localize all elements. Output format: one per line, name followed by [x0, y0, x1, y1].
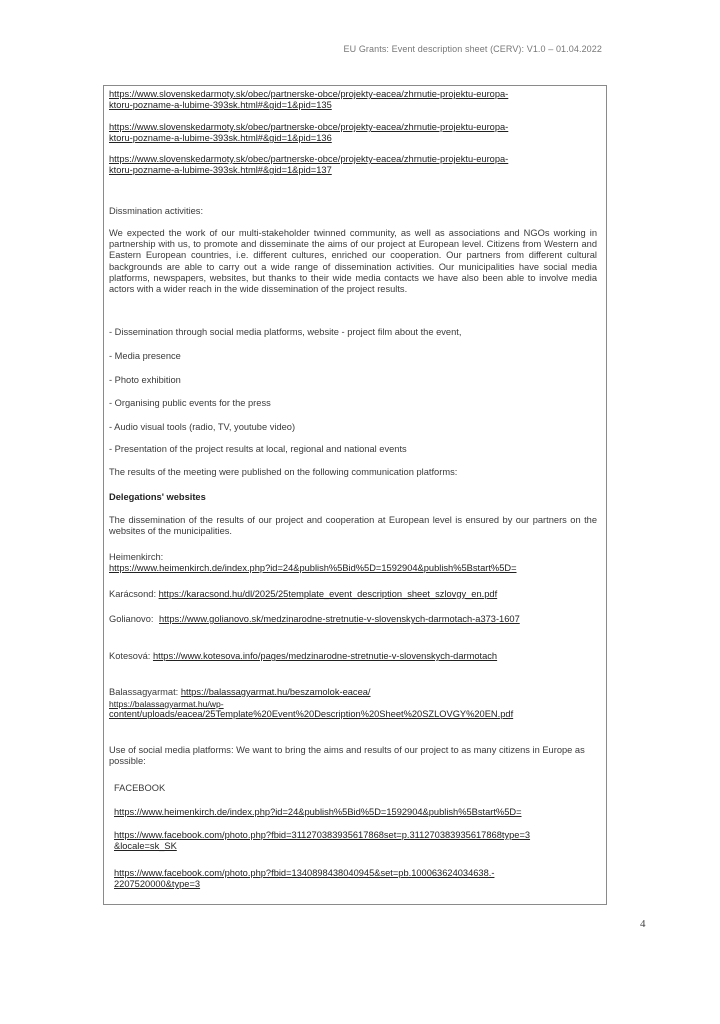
facebook-link-2[interactable] [114, 830, 530, 852]
karacsond-label: Karácsond: [109, 589, 157, 599]
link-136-line1[interactable]: https://www.slovenskedarmoty.sk/obec/partnerske-obce/projekty-eacea/zhrnutie-projektu-europa- [109, 122, 509, 132]
kotesova-row [109, 651, 497, 662]
golianovo-row [109, 614, 520, 625]
link-137-line1[interactable]: https://www.slovenskedarmoty.sk/obec/partnerske-obce/projekty-eacea/zhrnutie-projektu-europa- [109, 154, 509, 164]
delegations-intro: The dissemination of the results of our project and cooperation at European level is ensured by our partners on the websites of the municipalities. [109, 515, 597, 537]
list-item: - Dissemination through social media platforms, website - project film about the event, [109, 327, 462, 337]
facebook-link-3-line2[interactable]: 2207520000&type=3 [114, 879, 201, 890]
document-header: EU Grants: Event description sheet (CERV): V1.0 – 01.04.2022 [343, 44, 602, 54]
link-135-line2[interactable]: ktoru-pozname-a-lubime-393sk.html#&gid=1&pid=135 [109, 100, 332, 111]
social-intro: Use of social media platforms: We want to bring the aims and results of our project to as many citizens in Europe as possible: [109, 745, 585, 767]
link-137-line2[interactable]: ktoru-pozname-a-lubime-393sk.html#&gid=1&pid=137 [109, 165, 332, 176]
golianovo-label: Golianovo: [109, 614, 154, 624]
list-item: - Media presence [109, 351, 181, 361]
facebook-link-3-line1[interactable]: https://www.facebook.com/photo.php?fbid=1340898438040945&set=pb.100063624034638.- [114, 868, 495, 878]
karacsond-link[interactable]: https://karacsond.hu/dl/2025/25template_event_description_sheet_szlovgy_en.pdf [158, 589, 498, 599]
dissemination-paragraph: We expected the work of our multi-stakeholder twinned community, as well as associations and NGOs working in partnership with us, to promote and disseminate the aims of our project at European level. Citizens from Western and Eastern European countries, i.e. different cultures, enriched our cooperation. Our partners from different cultural backgrounds are able to carry out a wide range of dissemination activities. Our municipalities have social media platforms, newspapers, websites, but thanks to their wide media contacts we have also been able to involve media actors with a wider reach in the wide dissemination of the project results. [109, 228, 597, 295]
results-intro: The results of the meeting were published on the following communication platforms: [109, 467, 458, 477]
balassagyarmat-pdf-line1[interactable]: https://balassagyarmat.hu/wp- [109, 699, 224, 709]
link-135-line1[interactable]: https://www.slovenskedarmoty.sk/obec/partnerske-obce/projekty-eacea/zhrnutie-projektu-europa- [109, 89, 509, 99]
list-item: - Organising public events for the press [109, 398, 271, 408]
list-item: - Audio visual tools (radio, TV, youtube video) [109, 422, 296, 432]
balassagyarmat-pdf-line2[interactable]: content/uploads/eacea/25Template%20Event%20Description%20Sheet%20SZLOVGY%20EN.pdf [109, 709, 514, 719]
facebook-label: FACEBOOK [114, 783, 166, 793]
heimenkirch-link[interactable]: https://www.heimenkirch.de/index.php?id=24&publish%5Bid%5D=1592904&publish%5Bstart%5D= [109, 563, 517, 573]
dissemination-heading: Dissmination activities: [109, 206, 204, 216]
delegations-heading: Delegations' websites [109, 492, 206, 502]
link-block-137[interactable] [109, 154, 508, 176]
kotesova-label: Kotesová: [109, 651, 151, 661]
balassagyarmat-label: Balassagyarmat: [109, 687, 179, 697]
page-number: 4 [640, 918, 646, 930]
list-item: - Presentation of the project results at local, regional and national events [109, 444, 407, 454]
balassagyarmat-pdf-link[interactable] [109, 699, 513, 720]
content-box [103, 85, 607, 905]
heimenkirch-label: Heimenkirch: [109, 552, 164, 562]
balassagyarmat-link[interactable]: https://balassagyarmat.hu/beszamolok-eacea/ [180, 687, 371, 697]
facebook-link-2-line2[interactable]: &locale=sk_SK [114, 841, 177, 852]
facebook-link-2-line1[interactable]: https://www.facebook.com/photo.php?fbid=311270383935617868set=p.311270383935617868type=3 [114, 830, 531, 840]
balassagyarmat-row [109, 687, 371, 698]
link-block-135[interactable] [109, 89, 508, 111]
link-136-line2[interactable]: ktoru-pozname-a-lubime-393sk.html#&gid=1&pid=136 [109, 133, 332, 144]
kotesova-link[interactable]: https://www.kotesova.info/pages/medzinarodne-stretnutie-v-slovenskych-darmotach [152, 651, 498, 661]
facebook-link-3[interactable] [114, 868, 494, 890]
list-item: - Photo exhibition [109, 375, 181, 385]
karacsond-row [109, 589, 497, 600]
golianovo-link[interactable]: https://www.golianovo.sk/medzinarodne-stretnutie-v-slovenskych-darmotach-a373-1607 [159, 614, 520, 624]
facebook-link-1[interactable]: https://www.heimenkirch.de/index.php?id=24&publish%5Bid%5D=1592904&publish%5Bstart%5D= [114, 807, 522, 817]
link-block-136[interactable] [109, 122, 508, 144]
